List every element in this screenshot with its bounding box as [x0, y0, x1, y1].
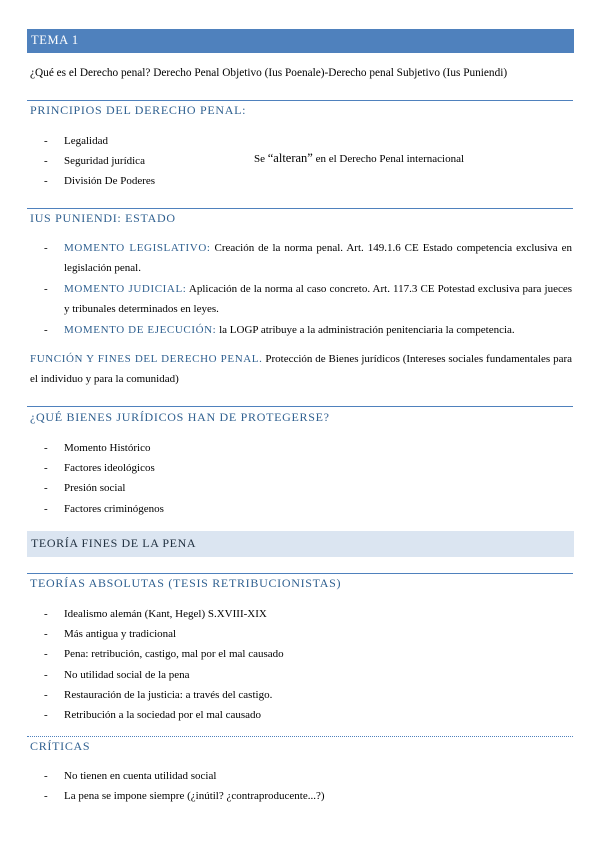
list-item: - Más antigua y tradicional — [44, 628, 177, 641]
absolutas-heading: TEORÍAS ABSOLUTAS (TESIS RETRIBUCIONISTAS) — [30, 576, 342, 590]
absolutas-list — [44, 604, 284, 725]
list-item: - No utilidad social de la pena — [44, 668, 190, 681]
list-item: - La pena se impone siempre (¿inútil? ¿contraproducente...?) — [44, 790, 325, 803]
bienes-list — [44, 438, 164, 519]
list-item: - Factores criminógenos — [44, 502, 164, 515]
list-item: - MOMENTO JUDICIAL: Aplicación de la norma al caso concreto. Art. 117.3 CE Potestad exclusiva para jueces y tribunales determinados en leyes. — [44, 283, 572, 315]
teoria-fines-title: TEORÍA FINES DE LA PENA — [31, 536, 197, 550]
section-rule — [27, 573, 573, 574]
list-item: - Legalidad — [44, 135, 108, 147]
teoria-fines-banner — [27, 531, 574, 557]
principios-list — [44, 131, 155, 192]
ius-puniendi-heading: IUS PUNIENDI: ESTADO — [30, 211, 176, 225]
section-rule — [27, 100, 573, 101]
bienes-heading: ¿QUÉ BIENES JURÍDICOS HAN DE PROTEGERSE? — [30, 410, 330, 424]
section-rule — [27, 208, 573, 209]
topic-banner — [27, 29, 574, 53]
list-item: - MOMENTO DE EJECUCIÓN: la LOGP atribuye a la administración penitenciaria la competencia. — [44, 324, 515, 336]
list-item: - Pena: retribución, castigo, mal por el mal causado — [44, 648, 284, 661]
topic-title: TEMA 1 — [31, 33, 79, 47]
ius-puniendi-list — [44, 238, 572, 341]
list-item: - Restauración de la justicia: a través del castigo. — [44, 688, 273, 701]
list-item: - Retribución a la sociedad por el mal causado — [44, 708, 262, 721]
list-item: - Factores ideológicos — [44, 462, 155, 475]
funcion-paragraph: FUNCIÓN Y FINES DEL DERECHO PENAL. Protección de Bienes jurídicos (Intereses sociales fundamentales para el individuo y para la comunidad) — [30, 353, 573, 385]
list-item: - División De Poderes — [44, 175, 156, 188]
criticas-list — [44, 766, 325, 806]
list-item: - Idealismo alemán (Kant, Hegel) S.XVIII-XIX — [44, 608, 267, 620]
list-item: - Seguridad jurídica — [44, 155, 145, 168]
list-item: - MOMENTO LEGISLATIVO: Creación de la norma penal. Art. 149.1.6 CE Estado competencia exclusiva en legislación penal. — [44, 242, 572, 274]
intro-paragraph: ¿Qué es el Derecho penal? Derecho Penal Objetivo (Ius Poenale)-Derecho penal Subjetivo (Ius Puniendi) — [30, 67, 508, 79]
principios-note: Se “alteran” en el Derecho Penal internacional — [254, 151, 465, 165]
list-item: - Presión social — [44, 482, 126, 495]
criticas-heading: CRÍTICAS — [30, 739, 91, 753]
list-item: - Momento Histórico — [44, 442, 151, 454]
list-item: - No tienen en cuenta utilidad social — [44, 770, 217, 782]
principios-heading: PRINCIPIOS DEL DERECHO PENAL: — [30, 103, 247, 117]
section-rule-dotted — [27, 736, 573, 737]
section-rule — [27, 406, 573, 407]
